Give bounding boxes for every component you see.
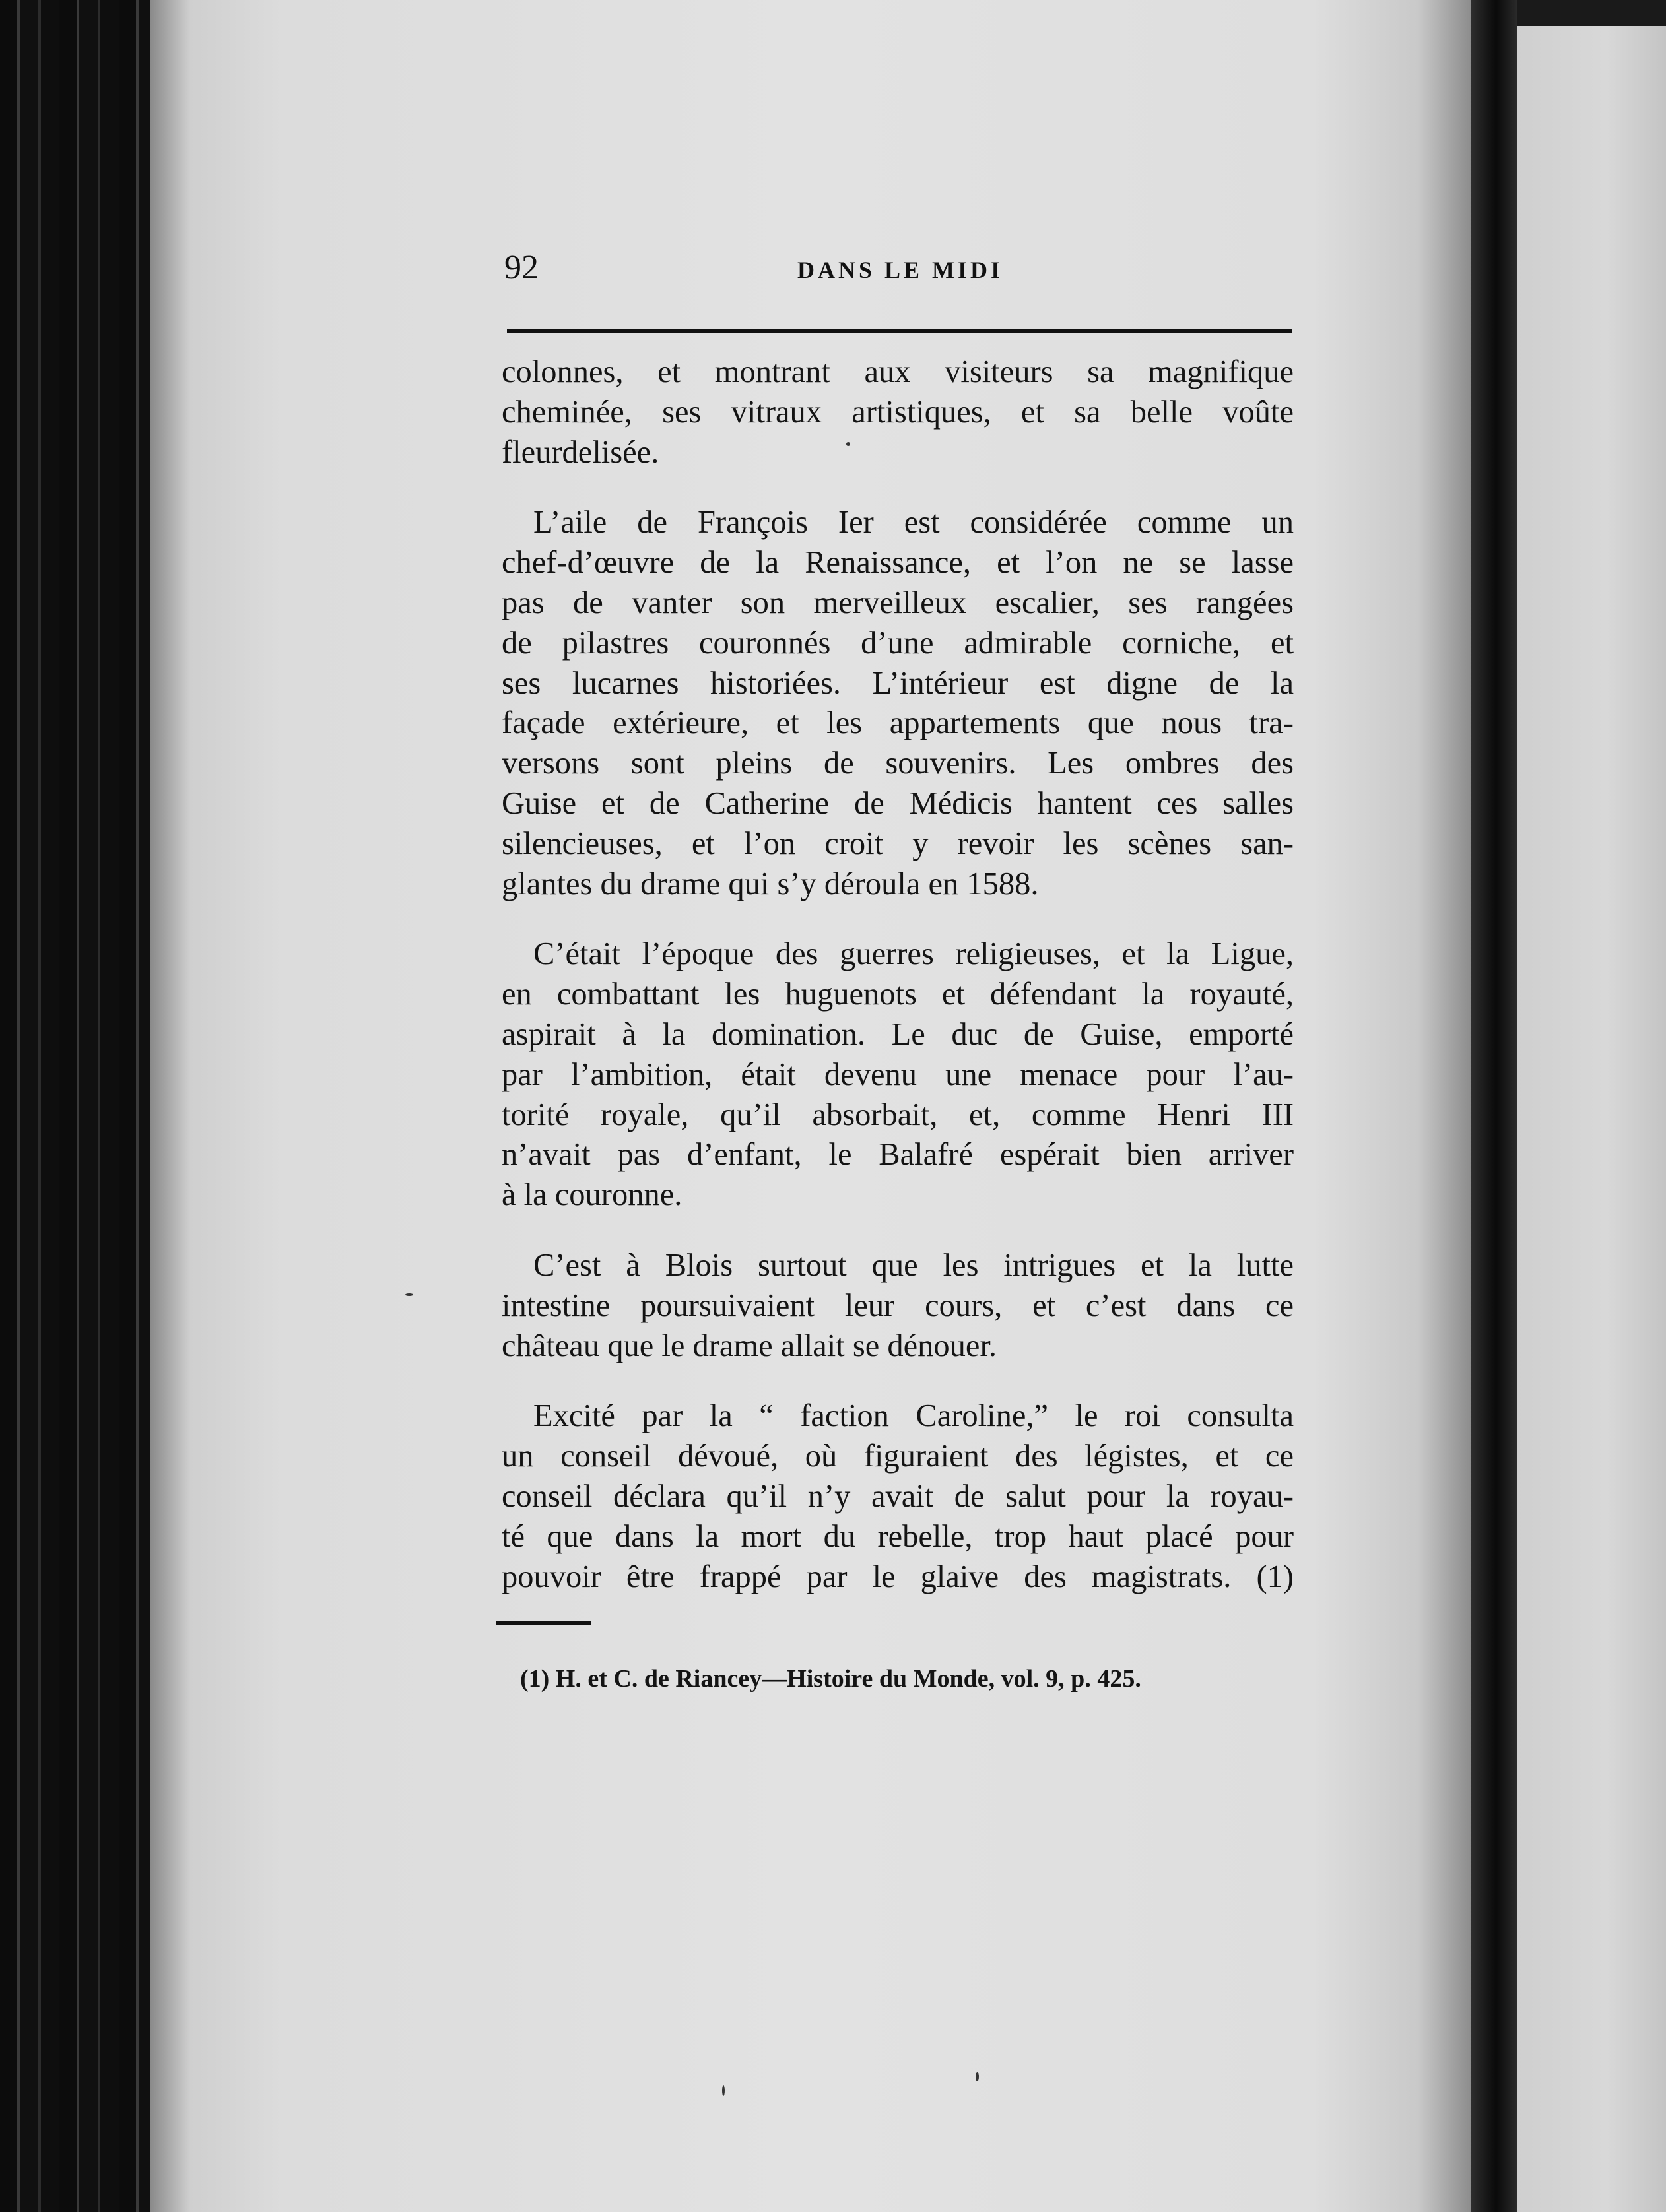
text-line: pouvoir être frappé par le glaive des magistrats. (1) — [502, 1559, 1294, 1594]
text-line: par l’ambition, était devenu une menace pour l’au- — [502, 1057, 1294, 1092]
adjacent-page-edge — [1517, 26, 1666, 2212]
text-line: château que le drame allait se dénouer. — [502, 1328, 997, 1363]
text-line: Guise et de Catherine de Médicis hantent ces salles — [502, 785, 1294, 821]
text-line: pas de vanter son merveilleux escalier, ses rangées — [502, 585, 1294, 620]
paragraph — [502, 1396, 1294, 1597]
running-title: DANS LE MIDI — [797, 257, 1004, 283]
paragraph — [502, 1246, 1294, 1366]
scan-speck — [846, 442, 850, 446]
paragraph — [502, 934, 1294, 1216]
text-line: versons sont pleins de souvenirs. Les ombres des — [502, 746, 1294, 781]
text-line: chef-d’œuvre de la Renaissance, et l’on ne se lasse — [502, 545, 1294, 581]
text-line: glantes du drame qui s’y déroula en 1588. — [502, 866, 1039, 901]
text-line: conseil déclara qu’il n’y avait de salut pour la royau- — [502, 1478, 1294, 1514]
running-head — [504, 248, 1294, 294]
text-line: té que dans la mort du rebelle, trop haut placé pour — [502, 1518, 1294, 1554]
text-line: n’avait pas d’enfant, le Balafré espérait bien arriver — [502, 1137, 1294, 1173]
text-line: fleurdelisée. — [502, 434, 659, 470]
text-line: cheminée, ses vitraux artistiques, et sa belle voûte — [502, 394, 1294, 430]
text-line: aspirait à la domination. Le duc de Guise, emporté — [502, 1016, 1294, 1052]
text-line: Excité par la “ faction Caroline,” le roi consulta — [533, 1398, 1294, 1434]
text-line: torité royale, qu’il absorbait, et, comme Henri III — [502, 1097, 1294, 1132]
scan-speck — [405, 1293, 413, 1296]
text-line: façade extérieure, et les appartements que nous tra- — [502, 705, 1294, 741]
text-line: de pilastres couronnés d’une admirable corniche, et — [502, 625, 1294, 661]
text-line: ses lucarnes historiées. L’intérieur est digne de la — [502, 665, 1294, 701]
text-line: en combattant les huguenots et défendant la royauté, — [502, 977, 1294, 1012]
text-line: colonnes, et montrant aux visiteurs sa magnifique — [502, 354, 1294, 389]
text-line: silencieuses, et l’on croit y revoir les scènes san- — [502, 826, 1294, 861]
paragraph — [502, 503, 1294, 904]
footnote-rule — [496, 1621, 591, 1625]
header-rule — [507, 329, 1292, 333]
text-line: L’aile de François Ier est considérée comme un — [533, 505, 1294, 540]
page-number: 92 — [504, 249, 539, 286]
text-line: un conseil dévoué, où figuraient des légistes, et ce — [502, 1439, 1294, 1474]
scan-speck — [722, 2085, 725, 2096]
text-line: à la couronne. — [502, 1177, 683, 1213]
text-line: C’était l’époque des guerres religieuses, et la Ligue, — [533, 936, 1294, 972]
book-binding-edge — [0, 0, 158, 2212]
text-line: intestine poursuivaient leur cours, et c’est dans ce — [502, 1287, 1294, 1323]
scan-speck — [976, 2072, 979, 2081]
footnote: (1) H. et C. de Riancey—Histoire du Monde, vol. 9, p. 425. — [520, 1665, 1141, 1693]
paragraph — [502, 352, 1294, 472]
page-gutter — [1471, 0, 1517, 2212]
body-text — [502, 352, 1294, 1597]
text-line: C’est à Blois surtout que les intrigues et la lutte — [533, 1247, 1294, 1283]
